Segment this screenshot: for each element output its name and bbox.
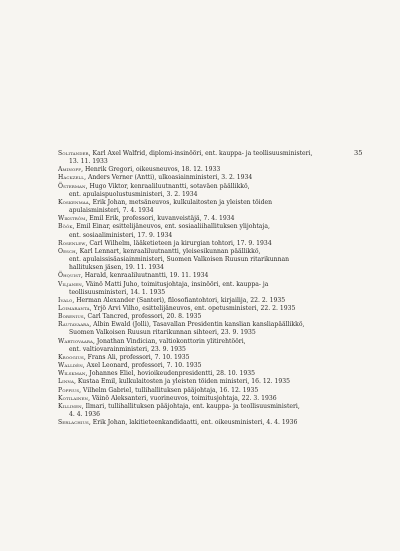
entry-text: , Anders Verner (Antti), ulkoasiainministeri, 3. 2. 1934: [84, 174, 253, 182]
list-item: [58, 183, 348, 199]
entry-text: , Erik Johan, lakitieteenkandidaatti, ent. oikeusministeri, 4. 4. 1936: [88, 419, 298, 427]
list-item: [58, 166, 348, 174]
list-item: [58, 370, 348, 378]
entry-continuation: Suomen Valkoisen Ruusun ritarikunnan sihteeri, 23. 9. 1935: [69, 329, 256, 337]
list-item: [58, 297, 348, 305]
entry-surname: Wilskman: [58, 370, 86, 378]
entry-surname: Serlachius: [58, 419, 89, 427]
list-item: [58, 321, 348, 337]
entry-surname: Poppius: [58, 386, 80, 394]
list-item: [58, 305, 348, 313]
entry-text: , Emil Einar, esittelijäneuvos, ent. sosiaaliihallituksen ylijohtaja,: [72, 223, 270, 231]
entry-text: , Herman Alexander (Santeri), filosofiantohtori, kirjailija, 22. 2. 1935: [72, 296, 286, 304]
entry-surname: Rosenlew: [58, 239, 86, 247]
entry-text: , Väinö Matti Juho, toimitusjohtaja, insinööri, ent. kauppa- ja: [81, 280, 269, 288]
list-item: [58, 419, 348, 427]
entry-surname: Killinen: [58, 402, 82, 410]
list-item: [58, 395, 348, 403]
list-item: [58, 378, 348, 386]
entry-text: , Albin Ewald (Jolli), Tasavallan Presidentin kanslian kansliapäällikkö,: [89, 321, 305, 329]
list-item: [58, 272, 348, 280]
entry-text: , Carl Wilhelm, lääketieteen ja kirurgian tohtori, 17. 9. 1934: [85, 239, 272, 247]
entry-surname: Ivalo: [58, 296, 73, 304]
list-item: [58, 338, 348, 354]
entry-surname: Oesch: [58, 247, 76, 255]
entry-surname: Kotilainen: [58, 394, 89, 402]
entry-surname: Borenius: [58, 313, 84, 321]
entry-surname: Linna: [58, 378, 75, 386]
list-item: [58, 215, 348, 223]
list-item: [58, 403, 348, 419]
entry-text: , Johannes Eliel, hovioikeudenpresidentti, 28. 10. 1935: [85, 370, 256, 378]
entry-text: , Jonathan Vindician, valtiokonttorin ylitirehtööri,: [92, 337, 246, 345]
entry-surname: Kroogius: [58, 353, 84, 361]
entry-text: , Erik Johan, metsäneuvos, kulkulaitosten ja yleisten töiden: [88, 198, 273, 206]
entry-continuation: ent. apulaispuolustusministeri, 3. 2. 1934: [69, 190, 198, 198]
page-number: 35: [354, 149, 363, 157]
entry-text: , Vilhelm Gabriel, tullihallituksen pääjohtaja, 16. 12. 1935: [79, 386, 259, 394]
entry-surname: Solitander: [58, 150, 89, 157]
entry-text: , Yrjö Arvi Vilho, esittelijäneuvos, ent. opetusministeri, 22. 2. 1935: [89, 304, 296, 312]
entry-continuation: ent. apulaissisäasiainministeri, Suomen Valkoisen Ruusun ritarikunnan: [69, 256, 290, 264]
list-item: [58, 199, 348, 215]
entry-text: , Väinö Aleksanteri, vuorineuvos, toimitusjohtaja, 22. 3. 1936: [88, 394, 277, 402]
entry-continuation: 13. 11. 1933: [69, 158, 108, 166]
entry-continuation: ent. valtiovarainministeri, 23. 9. 1935: [69, 345, 186, 353]
list-item: [58, 248, 348, 272]
entry-surname: Wartiovaara: [58, 337, 93, 345]
entry-surname: Walldén: [58, 362, 83, 370]
list-item: [58, 150, 348, 166]
entry-continuation: hallituksen jäsen, 19. 11. 1934: [69, 264, 164, 272]
entry-text: , Frans Ali, professori, 7. 10. 1935: [83, 353, 190, 361]
entry-text: , Axel Leonard, professori, 7. 10. 1935: [82, 362, 202, 370]
entry-text: , Karl Axel Walfrid, diplomi-insinööri, ent. kauppa- ja teollisuusministeri,: [88, 150, 313, 157]
entry-continuation: 4. 4. 1936: [69, 411, 101, 418]
entry-text: , Henrik Gregori, oikeusneuvos, 18. 12. 1933: [81, 166, 221, 174]
entry-surname: Öhquist: [58, 272, 81, 280]
entry-list: [58, 150, 348, 427]
entry-text: , Carl Tancred, professori, 20. 8. 1935: [83, 313, 202, 321]
entry-surname: Koskenmaa: [58, 198, 89, 206]
list-item: [58, 354, 348, 362]
list-item: [58, 281, 348, 297]
list-item: [58, 240, 348, 248]
list-item: [58, 362, 348, 370]
entry-surname: Viljanen: [58, 280, 82, 288]
list-item: [58, 223, 348, 239]
entry-surname: Aminoff: [58, 166, 82, 174]
list-item: [58, 387, 348, 395]
entry-text: , Ilmari, tullihallituksen pääjohtaja, ent. kauppa- ja teollisuusministeri,: [81, 402, 300, 410]
entry-surname: Hackzell: [58, 174, 85, 182]
list-item: [58, 174, 348, 182]
entry-text: , Hugo Viktor, kenraaliluutnantti, sotaväen päällikkö,: [85, 182, 250, 190]
entry-text: , Emil Erik, professori, kuvanveistäjä, 7. 4. 1934: [85, 215, 235, 223]
entry-surname: Rautavaara: [58, 321, 90, 329]
entry-continuation: apulaisministeri, 7. 4. 1934: [69, 207, 154, 215]
list-item: [58, 313, 348, 321]
entry-continuation: ent. sosiaaliministeri, 17. 9. 1934: [69, 231, 173, 239]
entry-surname: Österman: [58, 182, 86, 190]
entry-surname: Loimaranta: [58, 304, 90, 312]
entry-continuation: teollisuusministeri, 14. 1. 1935: [69, 288, 166, 296]
entry-text: , Kustaa Emil, kulkulaitosten ja yleisten töiden ministeri, 16. 12. 1935: [74, 378, 291, 386]
entry-surname: Wikström: [58, 215, 86, 223]
entry-surname: Böök: [58, 223, 73, 231]
entry-text: , Karl Lennart, kenraaliluutnantti, yleisesikunnan päällikkö,: [75, 247, 261, 255]
entry-text: , Harald, kenraaliluutnantti, 19. 11. 1934: [80, 272, 209, 280]
